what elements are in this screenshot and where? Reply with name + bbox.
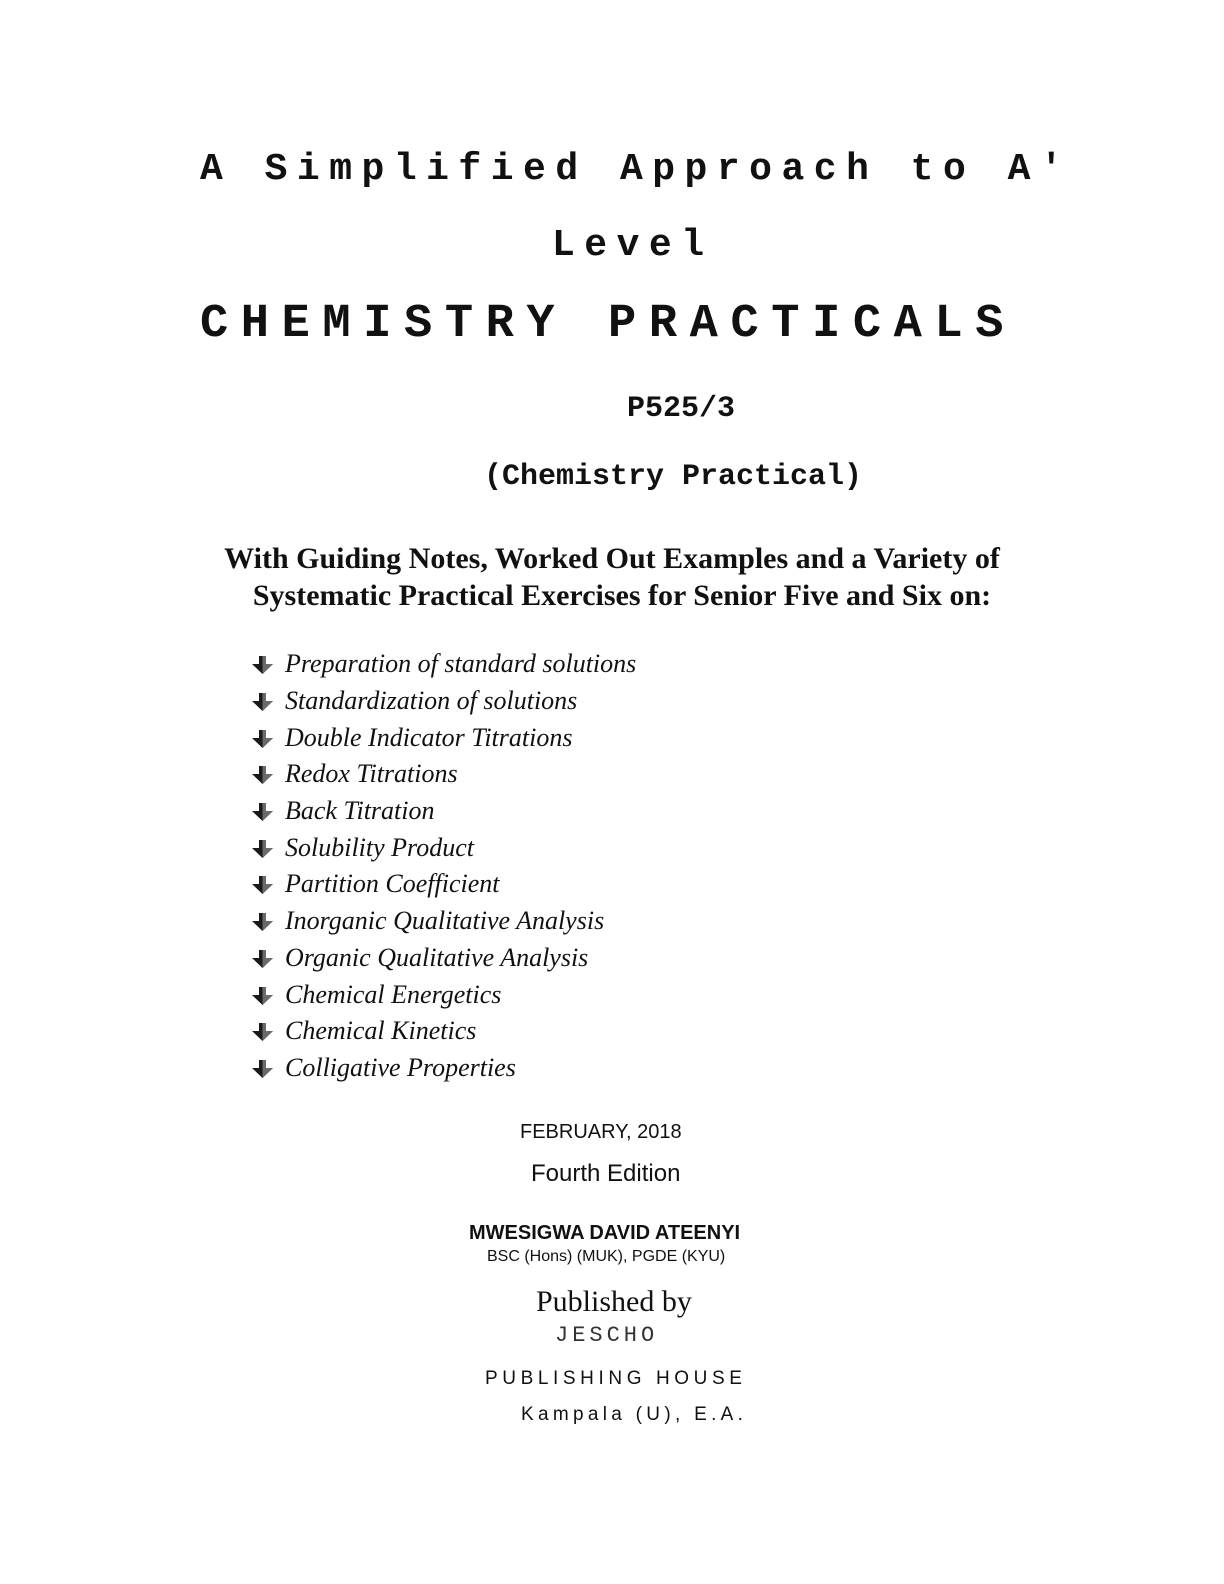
title-line-2: Level [552, 224, 714, 267]
topic-item [250, 793, 636, 830]
title-line-1: A Simplified Approach to A′ [200, 148, 1073, 191]
arrow-down-bullet-icon [250, 984, 275, 1006]
topic-item [250, 646, 636, 683]
arrow-down-bullet-icon [250, 947, 275, 969]
topic-item [250, 940, 636, 977]
topic-item [250, 1050, 636, 1087]
arrow-down-bullet-icon [250, 873, 275, 895]
publisher-name: JESCHO [555, 1323, 659, 1348]
arrow-down-bullet-icon [250, 837, 275, 859]
arrow-down-bullet-icon [250, 910, 275, 932]
publisher-location: Kampala (U), E.A. [521, 1404, 748, 1425]
arrow-down-bullet-icon [250, 690, 275, 712]
arrow-down-bullet-icon [250, 1020, 275, 1042]
arrow-down-bullet-icon [250, 727, 275, 749]
topic-item [250, 829, 636, 866]
topic-label: Chemical Kinetics [285, 1016, 477, 1046]
topic-label: Inorganic Qualitative Analysis [285, 906, 605, 936]
author-name: MWESIGWA DAVID ATEENYI [469, 1222, 741, 1244]
edition: Fourth Edition [531, 1160, 681, 1187]
topic-item [250, 683, 636, 720]
publisher-house: PUBLISHING HOUSE [485, 1368, 747, 1389]
topic-label: Solubility Product [285, 832, 474, 862]
intro-text [0, 540, 1224, 614]
main-title: CHEMISTRY PRACTICALS [200, 298, 1017, 351]
topic-label: Back Titration [285, 796, 435, 826]
topic-label: Organic Qualitative Analysis [285, 942, 589, 972]
topic-label: Double Indicator Titrations [285, 722, 573, 752]
topic-list [250, 646, 636, 1086]
topic-label: Redox Titrations [285, 759, 458, 789]
topic-label: Colligative Properties [285, 1052, 516, 1082]
intro-line-2: Systematic Practical Exercises for Senior Five and Six on: [252, 579, 992, 612]
arrow-down-bullet-icon [250, 653, 275, 675]
topic-item [250, 866, 636, 903]
topic-item [250, 1013, 636, 1050]
arrow-down-bullet-icon [250, 800, 275, 822]
paper-code: P525/3 [627, 392, 736, 426]
topic-item [250, 756, 636, 793]
topic-item [250, 976, 636, 1013]
topic-label: Standardization of solutions [285, 686, 578, 716]
intro-line-1: With Guiding Notes, Worked Out Examples and a Variety of [224, 542, 1000, 575]
arrow-down-bullet-icon [250, 1057, 275, 1079]
topic-item [250, 719, 636, 756]
publication-date: FEBRUARY, 2018 [520, 1121, 682, 1143]
published-by-label: Published by [536, 1285, 692, 1318]
topic-item [250, 903, 636, 940]
topic-label: Chemical Energetics [285, 979, 502, 1009]
author-credentials: BSC (Hons) (MUK), PGDE (KYU) [487, 1248, 726, 1265]
topic-label: Partition Coefficient [285, 869, 500, 899]
arrow-down-bullet-icon [250, 763, 275, 785]
topic-label: Preparation of standard solutions [285, 649, 637, 679]
subject-subtitle: (Chemistry Practical) [484, 460, 863, 494]
